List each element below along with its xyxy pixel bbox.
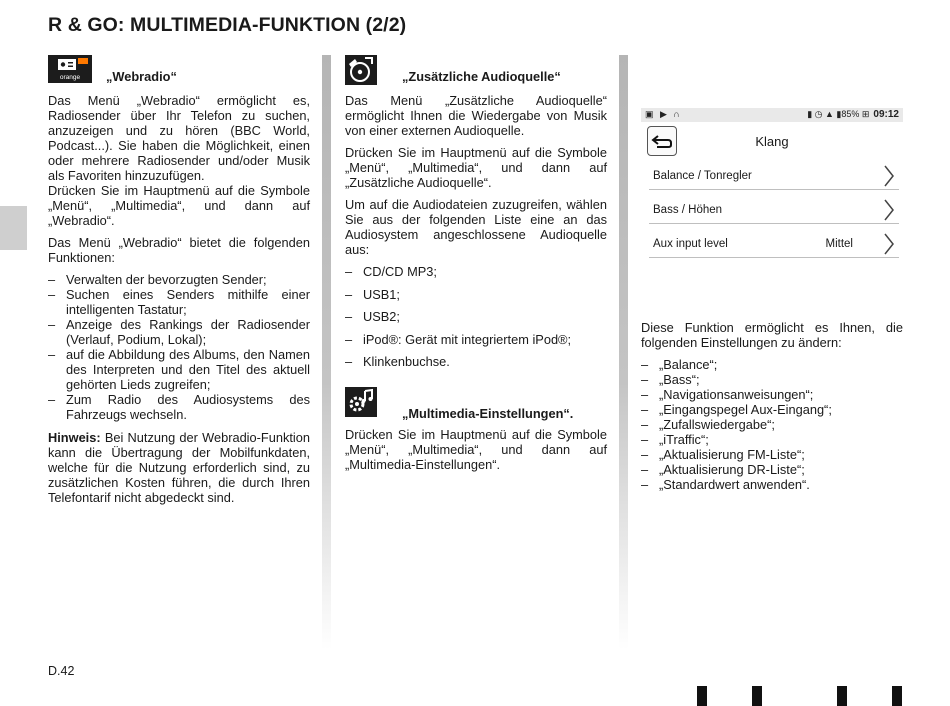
chevron-right-icon [883, 198, 895, 222]
print-mark [837, 686, 847, 706]
chevron-right-icon [883, 232, 895, 256]
multimedia-settings-icon [345, 387, 377, 417]
status-icons-right: ▮ ◷ ▲ ▮85% ⊞ 09:12 [807, 109, 899, 120]
audio-source-list [345, 264, 607, 369]
list-item: – USB2; [345, 309, 607, 324]
audio-source-select: Um auf die Audiodateien zuzugreifen, wählen Sie aus der folgenden Liste eine an das Audiosystem angeschlossene Audioquelle aus: [345, 197, 607, 257]
print-mark [752, 686, 762, 706]
list-item: – auf die Abbildung des Albums, den Namen des Interpreten und den Titel des aktuell gehörten Lieds zugreifen; [48, 347, 310, 392]
note-label: Hinweis: [48, 430, 101, 445]
column-separator [619, 55, 628, 650]
multimedia-settings-heading: „Multimedia-Einstellungen“. [402, 406, 574, 421]
webradio-heading: „Webradio“ [106, 69, 177, 84]
settings-intro: Diese Funktion ermöglicht es Ihnen, die folgenden Einstellungen zu ändern: [641, 320, 903, 350]
webradio-function-list [48, 272, 310, 422]
list-item: – „Standardwert anwenden“. [641, 477, 903, 492]
list-item: – iPod®: Gerät mit integriertem iPod®; [345, 332, 607, 347]
list-item: – „Bass“; [641, 372, 903, 387]
list-item: – „Navigationsanweisungen“; [641, 387, 903, 402]
page-number: D.42 [48, 664, 75, 678]
status-bar [641, 108, 903, 122]
status-time: 09:12 [873, 109, 899, 120]
list-item: – CD/CD MP3; [345, 264, 607, 279]
section-tab [0, 206, 27, 250]
orange-logo: orange [59, 74, 81, 81]
settings-list [641, 357, 903, 492]
sound-settings-screen [641, 100, 903, 300]
list-item: – „Zufallswiedergabe“; [641, 417, 903, 432]
column-separator [322, 55, 331, 650]
battery-level: 85% [841, 109, 860, 119]
note-text: Bei Nutzung der Webradio-Funktion kann die Übertragung der Mobilfunkdaten, welche für die Nutzung erforderlich sind, zu zusätzlichen Kosten führen, die durch Ihren Telefontarif nicht abgedeckt sind. [48, 430, 310, 505]
webradio-intro: Das Menü „Webradio“ ermöglicht es, Radiosender über Ihr Telefon zu suchen, anzuzeigen und zu hören (BBC World, Podcast...). Sie haben die Möglichkeit, einen oder mehrere Radiosender und/oder Musik als Favoriten hinzuzufügen. [48, 93, 310, 183]
menu-row-bass-treble[interactable] [649, 196, 899, 224]
audio-source-instructions: Drücken Sie im Hauptmenü auf die Symbole „Menü“, „Multimedia“, und dann auf „Zusätzliche Audioquelle“. [345, 145, 607, 190]
list-item: – Klinkenbuchse. [345, 354, 607, 369]
chevron-right-icon [883, 164, 895, 188]
print-mark [892, 686, 902, 706]
webradio-icon [48, 55, 92, 83]
webradio-instructions: Drücken Sie im Hauptmenü auf die Symbole „Menü“, „Multimedia“, und dann auf „Webradio“. [48, 183, 310, 228]
list-item: – „Aktualisierung DR-Liste“; [641, 462, 903, 477]
audio-source-intro: Das Menü „Zusätzliche Audioquelle“ ermöglicht Ihnen die Wiedergabe von Musik von einer externen Audioquelle. [345, 93, 607, 138]
menu-row-balance[interactable] [649, 162, 899, 190]
row-value: Mittel [825, 238, 853, 250]
status-icons-left: ▣ ▶ ∩ [645, 109, 682, 119]
row-label: Aux input level [653, 238, 728, 250]
menu-row-aux-input-level[interactable] [649, 230, 899, 258]
page-title: R & GO: MULTIMEDIA-FUNKTION (2/2) [48, 14, 407, 36]
row-label: Balance / Tonregler [653, 170, 752, 182]
multimedia-settings-instructions: Drücken Sie im Hauptmenü auf die Symbole „Menü“, „Multimedia“, und dann auf „Multimedia-Einstellungen“. [345, 427, 607, 472]
list-item: – „iTraffic“; [641, 432, 903, 447]
webradio-note [48, 430, 310, 505]
list-item: – Verwalten der bevorzugten Sender; [48, 272, 310, 287]
list-item: – USB1; [345, 287, 607, 302]
list-item: – Suchen eines Senders mithilfe einer intelligenten Tastatur; [48, 287, 310, 317]
print-mark [697, 686, 707, 706]
list-item: – Anzeige des Rankings der Radiosender (Verlauf, Podium, Lokal); [48, 317, 310, 347]
audio-source-heading: „Zusätzliche Audioquelle“ [402, 69, 561, 84]
list-item: – „Balance“; [641, 357, 903, 372]
list-item: – „Aktualisierung FM-Liste“; [641, 447, 903, 462]
row-label: Bass / Höhen [653, 204, 723, 216]
screen-title: Klang [755, 134, 789, 149]
list-item: – Zum Radio des Audiosystems des Fahrzeugs wechseln. [48, 392, 310, 422]
cd-aux-icon [345, 55, 377, 85]
list-item: – „Eingangspegel Aux-Eingang“; [641, 402, 903, 417]
webradio-functions-intro: Das Menü „Webradio“ bietet die folgenden Funktionen: [48, 235, 310, 265]
